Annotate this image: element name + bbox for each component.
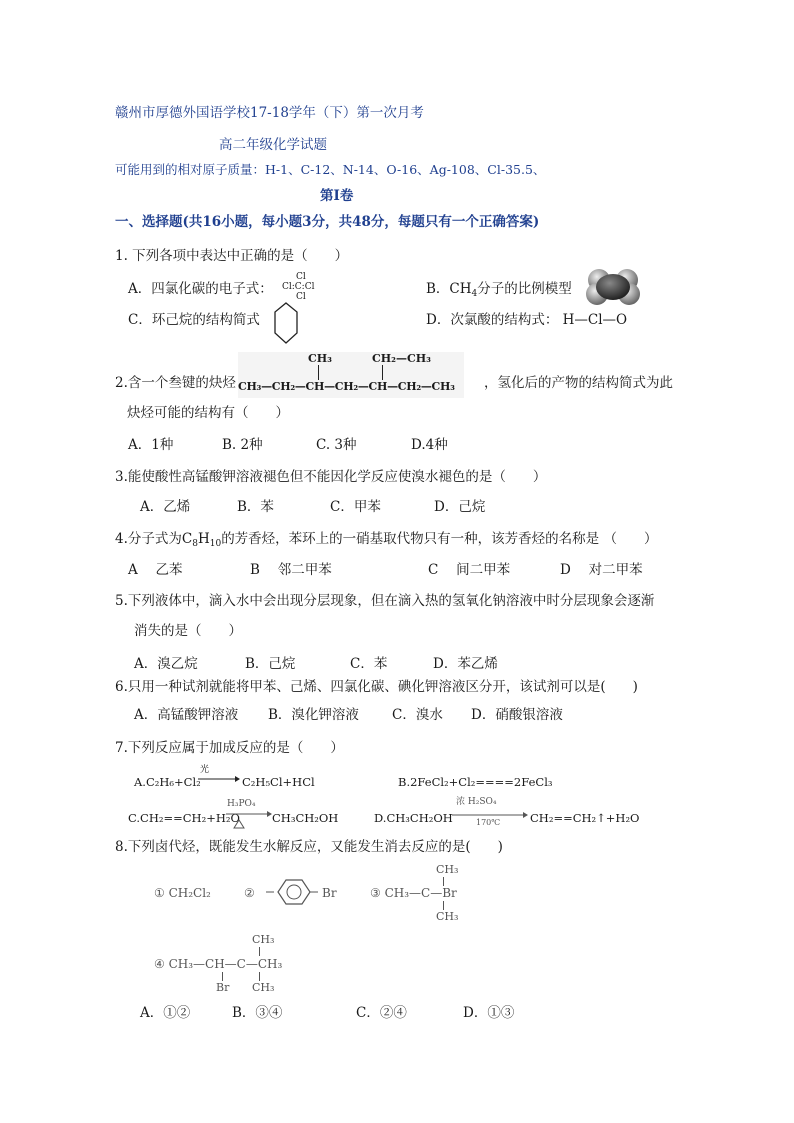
q2-option-a: A．1种 — [128, 437, 174, 453]
q8-compound-4-top: CH₃ — [252, 933, 275, 946]
q7-option-d-right: CH₂==CH₂↑+H₂O — [530, 811, 640, 825]
q6-option-b: B．溴化钾溶液 — [268, 707, 359, 723]
q7-d-condition-bottom: 170℃ — [476, 818, 501, 827]
q4-option-d: D 对二甲苯 — [560, 562, 643, 578]
q4-stem-post: 的芳香烃，苯环上的一硝基取代物只有一种，该芳香烃的名称是 （ ） — [221, 531, 658, 547]
q4-stem-pre: 4.分子式为C — [115, 531, 193, 547]
q7-option-d-left: D.CH₃CH₂OH — [374, 811, 453, 825]
q8-option-a: A．①② — [140, 1005, 191, 1021]
q8-compound-3-bottom: CH₃ — [436, 910, 459, 923]
q4-option-b: B 邻二甲苯 — [250, 562, 332, 578]
q5-option-a: A．溴乙烷 — [134, 656, 198, 672]
cyclohexane-hexagon — [272, 300, 300, 346]
q1-stem: 1. 下列各项中表达中正确的是（ ） — [115, 248, 349, 264]
q4-option-c: C 间二甲苯 — [428, 562, 511, 578]
atomic-masses: 可能用到的相对原子质量：H-1、C-12、N-14、O-16、Ag-108、Cl-35.5、 — [115, 162, 546, 177]
q6-option-c: C．溴水 — [392, 707, 443, 723]
q4-stem-h: H — [197, 531, 210, 547]
ccl4-middle: Cl:C:Cl — [282, 282, 315, 292]
q8-compound-4: ④ CH₃—CH—C—CH₃ — [154, 957, 283, 971]
volume-title: 第Ⅰ卷 — [320, 188, 354, 204]
exam-subject: 高二年级化学试题 — [219, 137, 327, 153]
q2-main-chain: CH₃—CH₂—CH—CH₂—CH—CH₂—CH₃ — [238, 380, 455, 393]
q5-option-b: B．己烷 — [245, 656, 296, 672]
q4-sub-c: 8 — [192, 539, 198, 549]
q7-d-arrow — [452, 810, 528, 820]
q2-stem-post: ，氢化后的产物的结构简式为此 — [484, 375, 673, 391]
q1-option-c: C．环己烷的结构简式 — [128, 312, 260, 328]
q8-option-d: D．①③ — [463, 1005, 515, 1021]
q7-a-arrow — [198, 774, 240, 784]
ccl4-bottom-cl: Cl — [296, 292, 306, 302]
q3-option-c: C．甲苯 — [330, 499, 381, 515]
q8-stem: 8.下列卤代烃，既能发生水解反应，又能发生消去反应的是( ) — [115, 839, 503, 855]
q3-stem: 3.能使酸性高锰酸钾溶液褪色但不能因化学反应使溴水褪色的是（ ） — [115, 469, 547, 485]
q3-option-d: D．己烷 — [434, 499, 486, 515]
q8-compound-2-br: Br — [322, 886, 337, 900]
q1-option-d: D．次氯酸的结构式： H—Cl—O — [426, 312, 628, 328]
q2-ch3-branch: CH₃ — [308, 352, 332, 365]
q8-compound-1: ① CH₂Cl₂ — [154, 886, 211, 900]
benzene-ring-icon — [266, 876, 322, 908]
q4-sub-h: 10 — [209, 539, 222, 549]
q4-stem — [115, 530, 657, 548]
q5-stem-line2: 消失的是（ ） — [134, 623, 242, 639]
q1-option-a: A．四氯化碳的电子式： — [128, 281, 273, 297]
q8-compound-2-label: ② — [244, 886, 255, 900]
q5-stem: 5.下列液体中，滴入水中会出现分层现象，但在滴入热的氢氧化钠溶液中时分层现象会逐渐 — [115, 593, 655, 609]
q2-stem-line2: 炔烃可能的结构有（ ） — [127, 405, 289, 421]
q1-b-post: 分子的比例模型 — [477, 281, 572, 297]
q2-option-d: D.4种 — [411, 437, 448, 453]
q6-option-d: D．硝酸银溶液 — [471, 707, 563, 723]
q2-option-b: B. 2种 — [222, 437, 263, 453]
q8-compound-3-top: CH₃ — [436, 863, 459, 876]
q2-stem-pre: 2.含一个叁键的炔烃 — [115, 375, 236, 391]
school-title: 赣州市厚德外国语学校17-18学年（下）第一次月考 — [115, 105, 424, 121]
q7-c-arrow — [226, 808, 272, 830]
q6-option-a: A．高锰酸钾溶液 — [134, 707, 239, 723]
section-title: 一、选择题(共16小题，每小题3分，共48分，每题只有一个正确答案) — [115, 214, 540, 230]
q7-d-condition-top: 浓 H₂SO₄ — [456, 797, 497, 807]
q7-a-condition: 光 — [200, 765, 210, 775]
q7-c-condition: H₃PO₄ — [227, 799, 256, 809]
q6-stem: 6.只用一种试剂就能将甲苯、己烯、四氯化碳、碘化钾溶液区分开，该试剂可以是( ) — [115, 679, 638, 695]
q1-b-sub: 4 — [471, 289, 478, 299]
q2-structure-image — [238, 352, 464, 398]
ccl4-top-cl: Cl — [296, 272, 306, 282]
q7-option-c-left: C.CH₂==CH₂+H₂O — [128, 811, 240, 825]
q7-option-a-right: C₂H₅Cl+HCl — [242, 775, 315, 789]
q5-option-c: C．苯 — [350, 656, 388, 672]
q2-option-c: C. 3种 — [316, 437, 357, 453]
q7-option-c-right: CH₃CH₂OH — [272, 811, 339, 825]
q8-option-c: C．②④ — [356, 1005, 407, 1021]
q8-compound-4-bottom: CH₃ — [252, 981, 275, 994]
q8-compound-3: ③ CH₃—C—Br — [370, 886, 457, 900]
q2-ethyl-branch: CH₂—CH₃ — [372, 352, 431, 365]
q4-option-a: A 乙苯 — [128, 562, 183, 578]
q1-option-b — [426, 280, 572, 298]
q5-option-d: D．苯乙烯 — [433, 656, 498, 672]
q8-option-b: B．③④ — [232, 1005, 283, 1021]
q3-option-b: B．苯 — [237, 499, 274, 515]
q3-option-a: A．乙烯 — [140, 499, 191, 515]
q7-option-b: B.2FeCl₂+Cl₂====2FeCl₃ — [398, 775, 553, 789]
q7-stem: 7.下列反应属于加成反应的是（ ） — [115, 740, 344, 756]
q7-option-a-left: A.C₂H₆+Cl₂ — [134, 775, 201, 789]
ch4-space-filling-model — [583, 264, 645, 310]
q1-b-pre: B．CH — [426, 281, 472, 297]
q8-compound-4-br: Br — [216, 981, 230, 994]
